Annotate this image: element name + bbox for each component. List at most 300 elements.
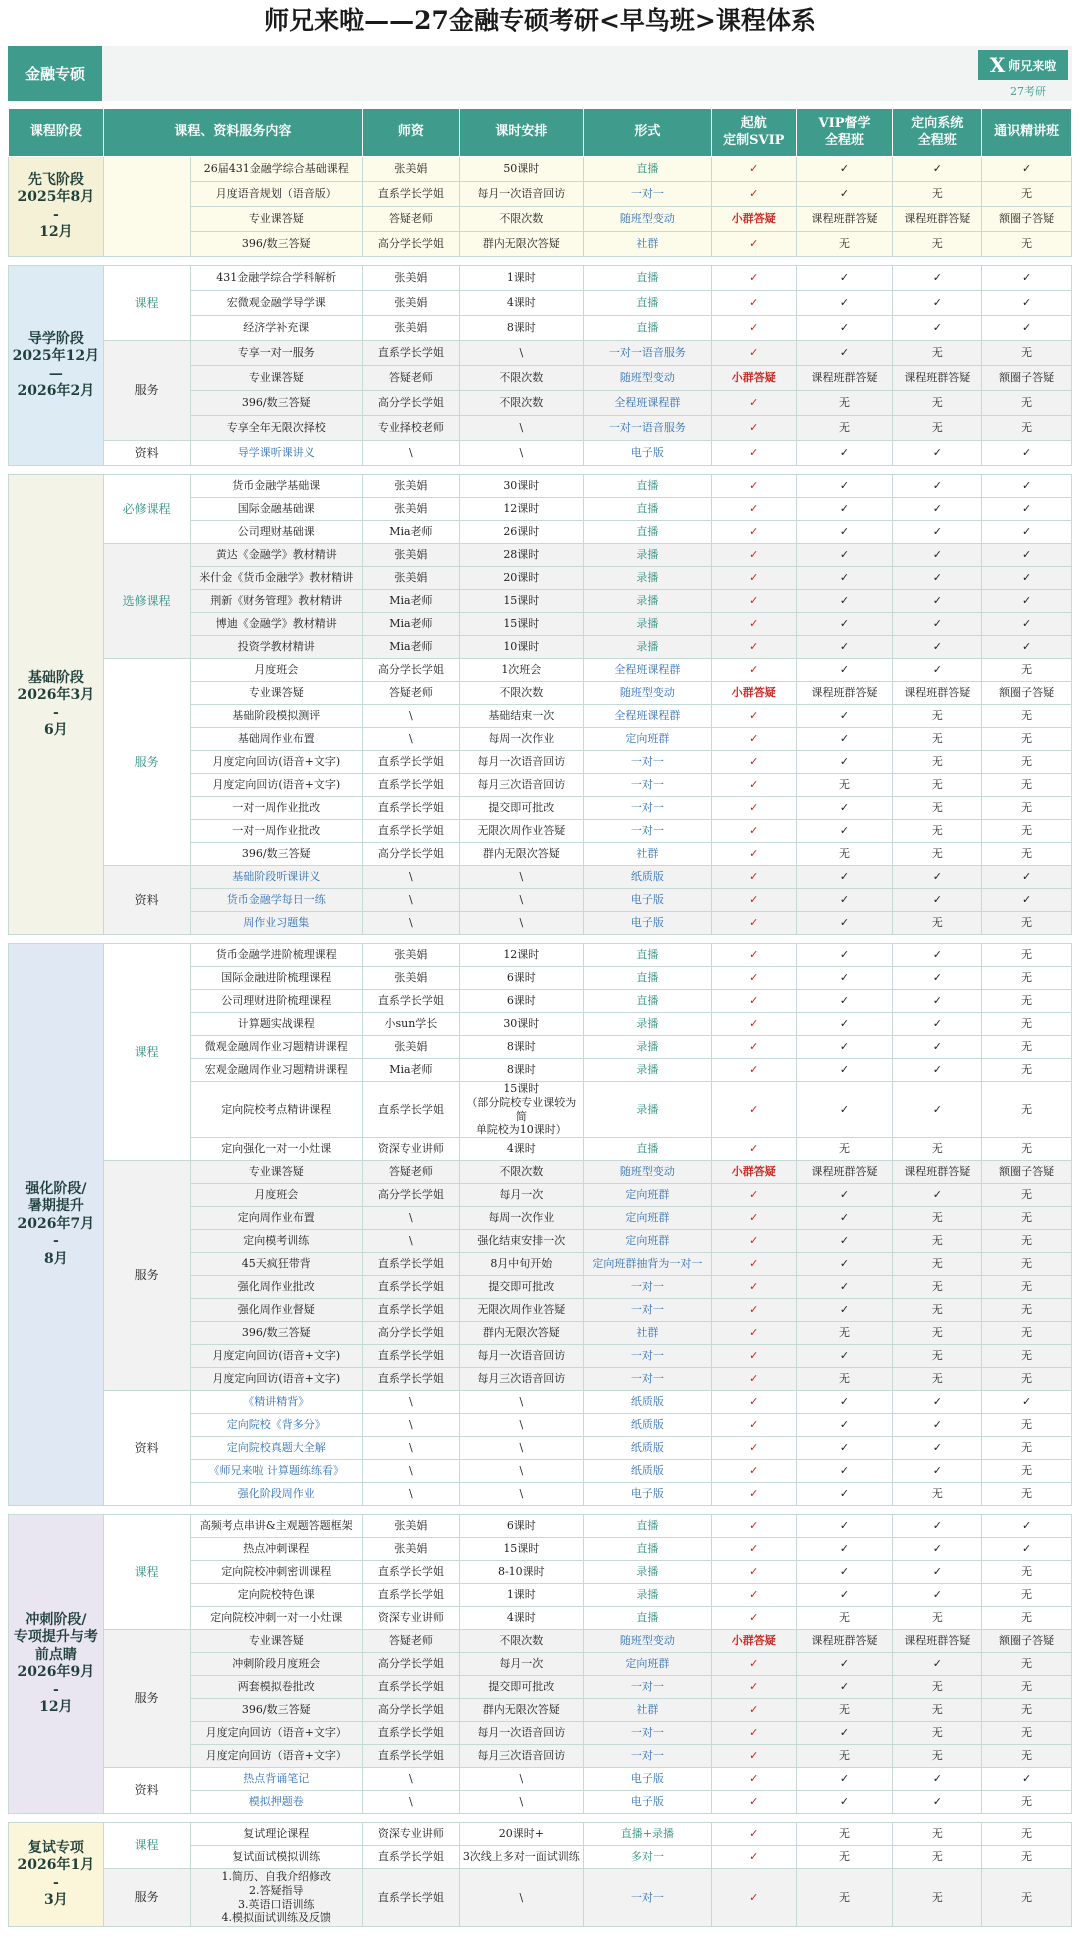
check-mark-icon: ✓ — [711, 1207, 796, 1230]
check-mark-icon: ✓ — [711, 1561, 796, 1584]
svip-cell: 小群答疑 — [711, 207, 796, 232]
brand-logo — [978, 50, 1068, 80]
general-cell: 无 — [982, 1322, 1072, 1345]
general-cell: ✓ — [982, 1515, 1072, 1538]
hours: 1课时 — [459, 1584, 583, 1607]
category-label: 服务 — [103, 659, 190, 866]
vip-cell: 课程班群答疑 — [796, 207, 893, 232]
check-mark-icon: ✓ — [711, 1699, 796, 1722]
hours: 12课时 — [459, 498, 583, 521]
teacher: 直系学长学姐 — [362, 341, 459, 366]
directed-cell: ✓ — [893, 441, 982, 466]
category-label: 课程 — [103, 944, 190, 1161]
teacher: 张美娟 — [362, 316, 459, 341]
teacher: 直系学长学姐 — [362, 182, 459, 207]
format: 一对一 — [583, 1276, 711, 1299]
vip-cell: ✓ — [796, 1791, 893, 1814]
course-name: 一对一周作业批改 — [190, 797, 362, 820]
general-cell: 无 — [982, 774, 1072, 797]
col-general: 通识精讲班 — [982, 109, 1072, 157]
vip-cell: 无 — [796, 232, 893, 257]
vip-cell: ✓ — [796, 1538, 893, 1561]
check-mark-icon: ✓ — [711, 1414, 796, 1437]
check-mark-icon: ✓ — [711, 1846, 796, 1869]
hours: 28课时 — [459, 544, 583, 567]
course-name: 26届431金融学综合基础课程 — [190, 157, 362, 182]
page-title: 师兄来啦——27金融专硕考研<早鸟班>课程体系 — [264, 6, 816, 35]
format: 电子版 — [583, 441, 711, 466]
brand-logo-text: 师兄来啦 — [1008, 58, 1057, 73]
general-cell: 无 — [982, 1013, 1072, 1036]
check-mark-icon: ✓ — [711, 636, 796, 659]
general-cell: ✓ — [982, 590, 1072, 613]
hours: 每周一次作业 — [459, 728, 583, 751]
format: 直播 — [583, 944, 711, 967]
table-row — [9, 266, 1072, 291]
vip-cell: ✓ — [796, 728, 893, 751]
category-label: 资料 — [103, 1391, 190, 1506]
directed-cell: 无 — [893, 912, 982, 935]
category-label: 课程 — [103, 1823, 190, 1869]
format: 一对一 — [583, 1368, 711, 1391]
general-cell: ✓ — [982, 521, 1072, 544]
course-name: 专业课答疑 — [190, 366, 362, 391]
vip-cell: ✓ — [796, 1768, 893, 1791]
course-name: 定向模考训练 — [190, 1230, 362, 1253]
format: 直播 — [583, 291, 711, 316]
course-name: 396/数三答疑 — [190, 1699, 362, 1722]
teacher: 直系学长学姐 — [362, 1368, 459, 1391]
teacher: \ — [362, 1437, 459, 1460]
category-label: 必修课程 — [103, 475, 190, 544]
hours: 15课时 — [459, 590, 583, 613]
teacher: 小sun学长 — [362, 1013, 459, 1036]
hours: 6课时 — [459, 967, 583, 990]
directed-cell: 无 — [893, 1368, 982, 1391]
vip-cell: ✓ — [796, 498, 893, 521]
header-band — [8, 46, 1072, 101]
directed-cell: 无 — [893, 1823, 982, 1846]
directed-cell: ✓ — [893, 1082, 982, 1138]
vip-cell: 无 — [796, 843, 893, 866]
general-cell: ✓ — [982, 441, 1072, 466]
hours: \ — [459, 1437, 583, 1460]
course-name: 专享一对一服务 — [190, 341, 362, 366]
vip-cell: ✓ — [796, 1722, 893, 1745]
general-cell: 额圈子答疑 — [982, 207, 1072, 232]
hours: \ — [459, 889, 583, 912]
stage-label: 基础阶段 2026年3月 - 6月 — [9, 475, 104, 935]
general-cell: 无 — [982, 1846, 1072, 1869]
format: 一对一 — [583, 182, 711, 207]
check-mark-icon: ✓ — [711, 341, 796, 366]
directed-cell: 无 — [893, 797, 982, 820]
hours: 8课时 — [459, 1059, 583, 1082]
hours: 每月一次语音回访 — [459, 1345, 583, 1368]
teacher: 高分学长学姐 — [362, 232, 459, 257]
check-mark-icon: ✓ — [711, 1538, 796, 1561]
check-mark-icon: ✓ — [711, 1082, 796, 1138]
category-label: 课程 — [103, 1515, 190, 1630]
general-cell: 无 — [982, 1184, 1072, 1207]
check-mark-icon: ✓ — [711, 912, 796, 935]
course-name: 专业课答疑 — [190, 1161, 362, 1184]
hours: 20课时 — [459, 567, 583, 590]
check-mark-icon: ✓ — [711, 866, 796, 889]
directed-cell: ✓ — [893, 944, 982, 967]
directed-cell: ✓ — [893, 1036, 982, 1059]
vip-cell: ✓ — [796, 705, 893, 728]
hours: 提交即可批改 — [459, 1276, 583, 1299]
directed-cell: ✓ — [893, 1538, 982, 1561]
teacher: 答疑老师 — [362, 682, 459, 705]
directed-cell: ✓ — [893, 1791, 982, 1814]
stage-label: 复试专项 2026年1月 - 3月 — [9, 1823, 104, 1927]
directed-cell: 无 — [893, 1699, 982, 1722]
hours: \ — [459, 1869, 583, 1927]
course-name: 定向院校真题大全解 — [190, 1437, 362, 1460]
course-name: 《师兄来啦 计算题练练看》 — [190, 1460, 362, 1483]
vip-cell: ✓ — [796, 1515, 893, 1538]
course-name: 45天疯狂带背 — [190, 1253, 362, 1276]
general-cell: ✓ — [982, 636, 1072, 659]
vip-cell: ✓ — [796, 1230, 893, 1253]
general-cell: 无 — [982, 797, 1072, 820]
vip-cell: ✓ — [796, 866, 893, 889]
hours: 不限次数 — [459, 391, 583, 416]
general-cell: 无 — [982, 705, 1072, 728]
vip-cell: 无 — [796, 1846, 893, 1869]
table-row — [9, 866, 1072, 889]
directed-cell: ✓ — [893, 266, 982, 291]
teacher: \ — [362, 1483, 459, 1506]
general-cell: ✓ — [982, 866, 1072, 889]
general-cell: 无 — [982, 751, 1072, 774]
format: 社群 — [583, 1322, 711, 1345]
table-row — [9, 157, 1072, 182]
check-mark-icon: ✓ — [711, 1483, 796, 1506]
table-row — [9, 659, 1072, 682]
directed-cell: 无 — [893, 341, 982, 366]
course-name: 博迪《金融学》教材精讲 — [190, 613, 362, 636]
vip-cell: ✓ — [796, 797, 893, 820]
general-cell: 无 — [982, 1676, 1072, 1699]
format: 随班型变动 — [583, 1161, 711, 1184]
format: 录播 — [583, 567, 711, 590]
directed-cell: ✓ — [893, 659, 982, 682]
teacher: 直系学长学姐 — [362, 1745, 459, 1768]
course-name: 基础周作业布置 — [190, 728, 362, 751]
general-cell: 无 — [982, 1368, 1072, 1391]
vip-cell: ✓ — [796, 567, 893, 590]
check-mark-icon: ✓ — [711, 441, 796, 466]
hours: \ — [459, 1483, 583, 1506]
hours: 每月三次语音回访 — [459, 1368, 583, 1391]
teacher: 直系学长学姐 — [362, 1345, 459, 1368]
check-mark-icon: ✓ — [711, 1584, 796, 1607]
check-mark-icon: ✓ — [711, 521, 796, 544]
general-cell: 无 — [982, 1745, 1072, 1768]
teacher: \ — [362, 728, 459, 751]
general-cell: 额圈子答疑 — [982, 682, 1072, 705]
category-label: 资料 — [103, 441, 190, 466]
stage-label: 冲刺阶段/ 专项提升与考 前点睛 2026年9月 - 12月 — [9, 1515, 104, 1814]
format: 电子版 — [583, 1483, 711, 1506]
course-name: 月度语音规划（语音版） — [190, 182, 362, 207]
format: 多对一 — [583, 1846, 711, 1869]
format: 纸质版 — [583, 866, 711, 889]
directed-cell: 无 — [893, 416, 982, 441]
check-mark-icon: ✓ — [711, 316, 796, 341]
check-mark-icon: ✓ — [711, 843, 796, 866]
directed-cell: 无 — [893, 1299, 982, 1322]
course-name: 强化周作业督疑 — [190, 1299, 362, 1322]
hours: 30课时 — [459, 475, 583, 498]
stage-label: 先飞阶段 2025年8月 - 12月 — [9, 157, 104, 257]
teacher: \ — [362, 1768, 459, 1791]
vip-cell: ✓ — [796, 316, 893, 341]
check-mark-icon: ✓ — [711, 751, 796, 774]
directed-cell: ✓ — [893, 291, 982, 316]
table-header — [9, 109, 1072, 157]
vip-cell: ✓ — [796, 266, 893, 291]
course-name: 396/数三答疑 — [190, 232, 362, 257]
course-name: 公司理财基础课 — [190, 521, 362, 544]
check-mark-icon: ✓ — [711, 1345, 796, 1368]
course-name: 396/数三答疑 — [190, 391, 362, 416]
check-mark-icon: ✓ — [711, 1437, 796, 1460]
check-mark-icon: ✓ — [711, 1676, 796, 1699]
directed-cell: 无 — [893, 1322, 982, 1345]
hours: 15课时 — [459, 1538, 583, 1561]
vip-cell: ✓ — [796, 1207, 893, 1230]
svip-cell: 小群答疑 — [711, 682, 796, 705]
format: 直播 — [583, 967, 711, 990]
course-name: 黄达《金融学》教材精讲 — [190, 544, 362, 567]
vip-cell: ✓ — [796, 590, 893, 613]
format: 一对一语音服务 — [583, 341, 711, 366]
check-mark-icon: ✓ — [711, 705, 796, 728]
vip-cell: 无 — [796, 1699, 893, 1722]
vip-cell: ✓ — [796, 291, 893, 316]
directed-cell: ✓ — [893, 498, 982, 521]
hours: \ — [459, 1414, 583, 1437]
general-cell: ✓ — [982, 266, 1072, 291]
check-mark-icon: ✓ — [711, 1299, 796, 1322]
course-name: 基础阶段模拟测评 — [190, 705, 362, 728]
format: 随班型变动 — [583, 207, 711, 232]
check-mark-icon: ✓ — [711, 889, 796, 912]
check-mark-icon: ✓ — [711, 157, 796, 182]
directed-cell: ✓ — [893, 567, 982, 590]
directed-cell: 课程班群答疑 — [893, 682, 982, 705]
format: 纸质版 — [583, 1414, 711, 1437]
table-row — [9, 1630, 1072, 1653]
teacher: 直系学长学姐 — [362, 1276, 459, 1299]
check-mark-icon: ✓ — [711, 1515, 796, 1538]
format: 直播 — [583, 498, 711, 521]
teacher: 直系学长学姐 — [362, 1676, 459, 1699]
course-name: 热点冲刺课程 — [190, 1538, 362, 1561]
hours: 群内无限次答疑 — [459, 1322, 583, 1345]
teacher: 高分学长学姐 — [362, 391, 459, 416]
general-cell: 无 — [982, 1345, 1072, 1368]
directed-cell: 无 — [893, 1676, 982, 1699]
course-name: 周作业习题集 — [190, 912, 362, 935]
vip-cell: ✓ — [796, 912, 893, 935]
teacher: \ — [362, 1791, 459, 1814]
vip-cell: ✓ — [796, 1345, 893, 1368]
teacher: 张美娟 — [362, 1515, 459, 1538]
directed-cell: ✓ — [893, 990, 982, 1013]
format: 录播 — [583, 1013, 711, 1036]
check-mark-icon: ✓ — [711, 1036, 796, 1059]
col-vip: VIP督学 全程班 — [796, 109, 893, 157]
directed-cell: ✓ — [893, 1184, 982, 1207]
directed-cell: ✓ — [893, 1437, 982, 1460]
format: 录播 — [583, 636, 711, 659]
hours: 每月一次语音回访 — [459, 182, 583, 207]
check-mark-icon: ✓ — [711, 1138, 796, 1161]
teacher: 直系学长学姐 — [362, 990, 459, 1013]
check-mark-icon: ✓ — [711, 1791, 796, 1814]
directed-cell: ✓ — [893, 1584, 982, 1607]
hours: 20课时+ — [459, 1823, 583, 1846]
general-cell: ✓ — [982, 316, 1072, 341]
directed-cell: 无 — [893, 1138, 982, 1161]
general-cell: 额圈子答疑 — [982, 1630, 1072, 1653]
vip-cell: ✓ — [796, 182, 893, 207]
teacher: 张美娟 — [362, 567, 459, 590]
course-name: 一对一周作业批改 — [190, 820, 362, 843]
hours: 50课时 — [459, 157, 583, 182]
general-cell: 无 — [982, 1207, 1072, 1230]
hours: 10课时 — [459, 636, 583, 659]
table-row — [9, 475, 1072, 498]
check-mark-icon: ✓ — [711, 232, 796, 257]
check-mark-icon: ✓ — [711, 291, 796, 316]
teacher: 高分学长学姐 — [362, 1184, 459, 1207]
teacher: 直系学长学姐 — [362, 751, 459, 774]
general-cell: 无 — [982, 1561, 1072, 1584]
check-mark-icon: ✓ — [711, 1653, 796, 1676]
teacher: 答疑老师 — [362, 207, 459, 232]
col-directed: 定向系统 全程班 — [893, 109, 982, 157]
vip-cell: ✓ — [796, 659, 893, 682]
vip-cell: ✓ — [796, 1391, 893, 1414]
table-row — [9, 1161, 1072, 1184]
directed-cell: 课程班群答疑 — [893, 207, 982, 232]
stage-label: 导学阶段 2025年12月 — 2026年2月 — [9, 266, 104, 466]
course-name: 导学课听课讲义 — [190, 441, 362, 466]
category-label: 服务 — [103, 1161, 190, 1391]
check-mark-icon: ✓ — [711, 416, 796, 441]
course-name: 复试理论课程 — [190, 1823, 362, 1846]
hours: 不限次数 — [459, 207, 583, 232]
format: 纸质版 — [583, 1437, 711, 1460]
format: 录播 — [583, 1059, 711, 1082]
directed-cell: 课程班群答疑 — [893, 366, 982, 391]
directed-cell: ✓ — [893, 613, 982, 636]
general-cell: 无 — [982, 1869, 1072, 1927]
vip-cell: ✓ — [796, 967, 893, 990]
col-hours: 课时安排 — [459, 109, 583, 157]
general-cell: 无 — [982, 1036, 1072, 1059]
hours: 26课时 — [459, 521, 583, 544]
hours: \ — [459, 1791, 583, 1814]
hours: 6课时 — [459, 990, 583, 1013]
hours: 无限次周作业答疑 — [459, 820, 583, 843]
directed-cell: ✓ — [893, 590, 982, 613]
general-cell: 无 — [982, 1276, 1072, 1299]
hours: 每月一次语音回访 — [459, 1722, 583, 1745]
table-row — [9, 1823, 1072, 1846]
check-mark-icon: ✓ — [711, 1322, 796, 1345]
format: 定向班群 — [583, 1184, 711, 1207]
format: 定向班群 — [583, 1230, 711, 1253]
format: 社群 — [583, 232, 711, 257]
directed-cell: 无 — [893, 1207, 982, 1230]
format: 电子版 — [583, 889, 711, 912]
directed-cell: 无 — [893, 182, 982, 207]
check-mark-icon: ✓ — [711, 182, 796, 207]
hours: 4课时 — [459, 1607, 583, 1630]
general-cell: 无 — [982, 1584, 1072, 1607]
category-label: 服务 — [103, 1630, 190, 1768]
general-cell: 无 — [982, 1460, 1072, 1483]
vip-cell: ✓ — [796, 1483, 893, 1506]
vip-cell: ✓ — [796, 521, 893, 544]
teacher: 张美娟 — [362, 1538, 459, 1561]
vip-cell: ✓ — [796, 1414, 893, 1437]
format: 电子版 — [583, 912, 711, 935]
general-cell: 无 — [982, 1138, 1072, 1161]
directed-cell: 无 — [893, 1846, 982, 1869]
teacher: Mia老师 — [362, 636, 459, 659]
teacher: 直系学长学姐 — [362, 1299, 459, 1322]
general-cell: ✓ — [982, 544, 1072, 567]
vip-cell: ✓ — [796, 1584, 893, 1607]
directed-cell: 无 — [893, 1230, 982, 1253]
vip-cell: 无 — [796, 1322, 893, 1345]
course-name: 月度定向回访(语音+文字) — [190, 1368, 362, 1391]
course-name: 复试面试模拟训练 — [190, 1846, 362, 1869]
category-label: 服务 — [103, 1869, 190, 1927]
vip-cell: 课程班群答疑 — [796, 366, 893, 391]
format: 直播 — [583, 990, 711, 1013]
course-name: 396/数三答疑 — [190, 843, 362, 866]
general-cell: 无 — [982, 1230, 1072, 1253]
teacher: 张美娟 — [362, 544, 459, 567]
hours: 每月一次语音回访 — [459, 751, 583, 774]
teacher: 张美娟 — [362, 967, 459, 990]
hours: 不限次数 — [459, 1161, 583, 1184]
vip-cell: 无 — [796, 391, 893, 416]
hours: 1课时 — [459, 266, 583, 291]
teacher: 高分学长学姐 — [362, 1653, 459, 1676]
general-cell: 无 — [982, 182, 1072, 207]
check-mark-icon: ✓ — [711, 498, 796, 521]
check-mark-icon: ✓ — [711, 1230, 796, 1253]
check-mark-icon: ✓ — [711, 774, 796, 797]
format: 录播 — [583, 1561, 711, 1584]
directed-cell: 无 — [893, 1253, 982, 1276]
course-name: 月度定向回访（语音+文字） — [190, 1745, 362, 1768]
general-cell: ✓ — [982, 475, 1072, 498]
format: 直播+录播 — [583, 1823, 711, 1846]
check-mark-icon: ✓ — [711, 1460, 796, 1483]
hours: 提交即可批改 — [459, 1676, 583, 1699]
